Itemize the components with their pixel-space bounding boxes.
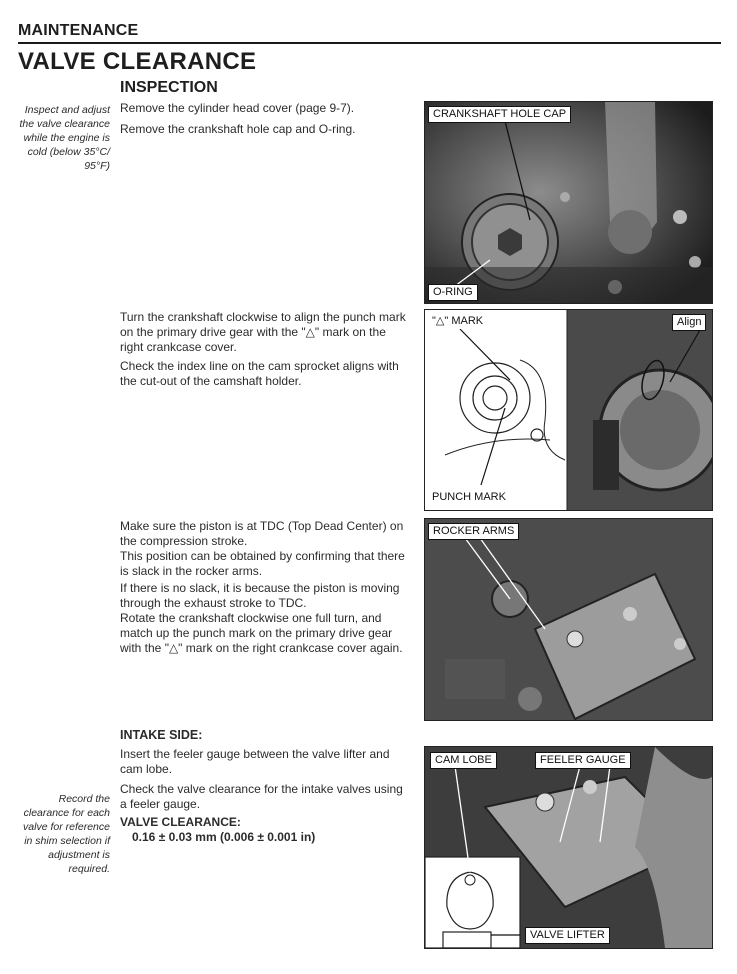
step-remove-hole-cap: Remove the crankshaft hole cap and O-ring.	[120, 122, 356, 136]
step-remove-head-cover: Remove the cylinder head cover (page 9-7).	[120, 101, 355, 115]
label-cam-lobe: CAM LOBE	[430, 752, 497, 769]
header-rule	[18, 42, 721, 44]
inspection-heading: INSPECTION	[120, 79, 218, 96]
label-o-ring: O-RING	[428, 284, 478, 301]
label-feeler-gauge: FEELER GAUGE	[535, 752, 631, 769]
label-triangle-mark: "△" MARK	[428, 314, 487, 329]
step-turn-crankshaft: Turn the crankshaft clockwise to align the punch mark on the primary drive gear with the "△" mark on the right crankcase cover.	[120, 310, 406, 354]
figure-crankshaft-hole-cap	[424, 101, 713, 304]
spec-label: VALVE CLEARANCE:	[120, 815, 241, 829]
figure-feeler-gauge	[424, 746, 713, 949]
figure-punch-mark-align	[424, 309, 713, 511]
section-header: MAINTENANCE	[18, 22, 139, 39]
label-crankshaft-hole-cap: CRANKSHAFT HOLE CAP	[428, 106, 571, 123]
gear-diagram-and-sprocket-photo	[425, 310, 712, 510]
figure-rocker-arms	[424, 518, 713, 721]
label-rocker-arms: ROCKER ARMS	[428, 523, 519, 540]
label-align: Align	[672, 314, 706, 331]
spec-value: 0.16 ± 0.03 mm (0.006 ± 0.001 in)	[132, 830, 316, 844]
step-check-clearance: Check the valve clearance for the intake valves using a feeler gauge.	[120, 782, 403, 811]
engine-case-photo	[425, 102, 712, 303]
label-punch-mark: PUNCH MARK	[428, 490, 510, 505]
step-tdc: Make sure the piston is at TDC (Top Dead Center) on the compression stroke.	[120, 519, 404, 548]
step-insert-feeler: Insert the feeler gauge between the valve lifter and cam lobe.	[120, 747, 390, 776]
intake-side-heading: INTAKE SIDE:	[120, 728, 203, 742]
label-valve-lifter: VALVE LIFTER	[525, 927, 610, 944]
step-slack: This position can be obtained by confirming that there is slack in the rocker arms.	[120, 549, 405, 578]
cam-lobe-photo	[425, 747, 712, 948]
step-rotate-again: Rotate the crankshaft clockwise one full turn, and match up the punch mark on the primary drive gear with the "△" mark on the right crankcase cover again.	[120, 611, 403, 655]
rocker-arms-photo	[425, 519, 712, 720]
step-no-slack: If there is no slack, it is because the piston is moving through the exhaust stroke to TDC.	[120, 581, 400, 610]
side-note-cold-engine: Inspect and adjust the valve clearance while the engine is cold (below 35°C/ 95°F)	[19, 104, 110, 172]
side-note-record-clearance: Record the clearance for each valve for reference in shim selection if adjustment is required.	[23, 793, 110, 875]
page-title: VALVE CLEARANCE	[18, 48, 257, 75]
step-check-index-line: Check the index line on the cam sprocket aligns with the cut-out of the camshaft holder.	[120, 359, 399, 388]
